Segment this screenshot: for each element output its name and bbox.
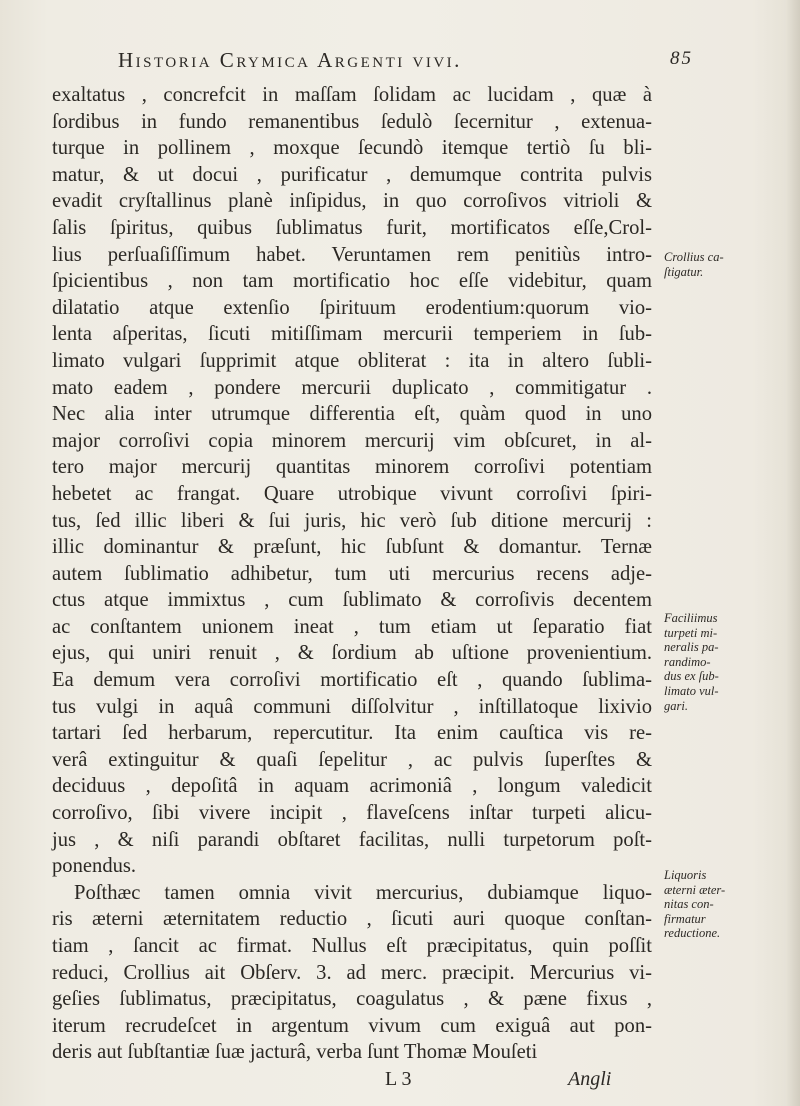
text-line: tero major mercurij quantitas minorem corroſivi potentiam bbox=[52, 456, 652, 479]
margin-note-line: æterni æter- bbox=[664, 882, 726, 897]
text-line: mato eadem , pondere mercurii duplicato , commitigatur . bbox=[52, 376, 652, 399]
text-line: turque in pollinem , moxque ſecundò itemque tertiò ſu bli- bbox=[52, 137, 652, 160]
text-line: tartari ſed herbarum, repercutitur. Ita enim cauſtica vis re- bbox=[52, 722, 652, 745]
text-line: ponendus. bbox=[52, 855, 137, 878]
margin-note-line: neralis pa- bbox=[664, 640, 719, 655]
page-fold-shadow bbox=[786, 0, 800, 1106]
margin-note-line: reductione. bbox=[664, 926, 721, 941]
page-footer bbox=[0, 1068, 800, 1094]
running-title: Historia Crymica Argenti vivi. bbox=[118, 48, 462, 72]
margin-note-turpeti bbox=[664, 611, 774, 713]
margin-note-crollius bbox=[664, 250, 774, 279]
margin-note-line: ſtigatur. bbox=[664, 264, 704, 279]
text-line: deris aut ſubſtantiæ ſuæ jacturâ, verba ſunt Thomæ Mouſeti bbox=[52, 1041, 538, 1064]
text-line: tus vulgi in aquâ communi diſſolvitur , inſtillatoque lixivio bbox=[52, 695, 652, 718]
text-line: exaltatus , concrefcit in maſſam ſolidam ac lucidam , quæ à bbox=[52, 84, 652, 106]
margin-note-liquoris bbox=[664, 868, 774, 941]
page-number: 85 bbox=[670, 48, 693, 69]
text-line: verâ extinguitur & quaſi ſepelitur , ac pulvis ſuperſtes & bbox=[52, 748, 652, 771]
text-line: tus, ſed illic liberi & ſui juris, hic verò ſub ditione mercurij : bbox=[52, 509, 652, 532]
text-line: Poſthæc tamen omnia vivit mercurius, dubiamque liquo- bbox=[74, 881, 652, 904]
text-line: deciduus , depoſitâ in aquam acrimoniâ , longum valedicit bbox=[52, 775, 652, 798]
signature-mark: L 3 bbox=[385, 1068, 412, 1090]
text-line: Ea demum vera corroſivi mortificatio eſt , quando ſublima- bbox=[52, 669, 652, 692]
margin-note-line: firmatur bbox=[664, 911, 706, 926]
text-line: geſies ſublimatus, præcipitatus, coagulatus , & pæne fixus , bbox=[52, 988, 652, 1011]
margin-note-line: Liquoris bbox=[664, 868, 707, 882]
running-header bbox=[118, 48, 718, 78]
text-line: Nec alia inter utrumque differentia eſt, quàm quod in uno bbox=[52, 403, 652, 426]
text-line: ejus, qui uniri renuit , & ſordium ab uſtione provenientium. bbox=[52, 642, 652, 665]
text-line: jus , & niſi parandi obſtaret facilitas, nulli turpetorum poſt- bbox=[52, 828, 652, 851]
margin-note-line: turpeti mi- bbox=[664, 625, 718, 640]
catchword: Angli bbox=[568, 1068, 612, 1090]
text-line: lenta aſperitas, ſicuti mitiſſimam mercurii temperiem in ſub- bbox=[52, 323, 652, 346]
body-text bbox=[52, 82, 652, 1066]
text-line: dilatatio atque extenſio ſpirituum erodentium:quorum vio- bbox=[52, 296, 652, 319]
margin-note-line: dus ex ſub- bbox=[664, 669, 719, 684]
margin-note-line: nitas con- bbox=[664, 897, 714, 912]
margin-note-line: Faciliimus bbox=[664, 611, 718, 625]
text-line: ſpicientibus , non tam mortificatio hoc eſſe videbitur, quam bbox=[52, 270, 652, 293]
text-line: evadit cryſtallinus planè inſipidus, in quo corroſivos vitrioli & bbox=[52, 190, 652, 213]
text-line: major corroſivi copia minorem mercurij vim obſcuret, in al- bbox=[52, 429, 652, 452]
text-line: iterum recrudeſcet in argentum vivum cum exiguâ aut pon- bbox=[52, 1014, 652, 1037]
text-line: corroſivo, ſibi vivere incipit , flaveſcens inſtar turpeti alicu- bbox=[52, 802, 652, 825]
text-line: hebetet ac frangat. Quare utrobique vivunt corroſivi ſpiri- bbox=[52, 482, 652, 505]
text-line: autem ſublimatio adhibetur, tum uti mercurius recens adje- bbox=[52, 562, 652, 585]
text-line: reduci, Crollius ait Obſerv. 3. ad merc. præcipit. Mercurius vi- bbox=[52, 961, 652, 984]
text-line: ſalis ſpiritus, quibus ſublimatus furit, mortificatos eſſe,Crol- bbox=[52, 216, 652, 239]
text-line: tiam , ſancit ac firmat. Nullus eſt præcipitatus, quin poſſit bbox=[52, 935, 652, 957]
text-line: limato vulgari ſupprimit atque obliterat : ita in altero ſubli- bbox=[52, 349, 652, 372]
text-line: matur, & ut docui , purificatur , demumque contrita pulvis bbox=[52, 163, 652, 186]
margin-note-line: gari. bbox=[664, 698, 688, 713]
text-line: lius perſuaſiſſimum habet. Veruntamen rem penitiùs intro- bbox=[52, 243, 652, 266]
text-line: ſordibus in fundo remanentibus ſedulò ſecernitur , extenua- bbox=[52, 110, 652, 133]
text-line: ctus atque immixtus , cum ſublimato & corroſivis decentem bbox=[52, 589, 652, 612]
margin-note-line: randimo- bbox=[664, 654, 711, 669]
margin-note-line: limato vul- bbox=[664, 683, 719, 698]
margin-note-line: Crollius ca- bbox=[664, 250, 724, 264]
text-line: ac conſtantem unionem ineat , tum etiam ut ſeparatio fiat bbox=[52, 615, 652, 638]
text-line: ris æterni æternitatem reductio , ſicuti auri quoque conſtan- bbox=[52, 908, 652, 931]
text-line: illic dominantur & præſunt, hic ſubſunt & domantur. Ternæ bbox=[52, 536, 652, 559]
